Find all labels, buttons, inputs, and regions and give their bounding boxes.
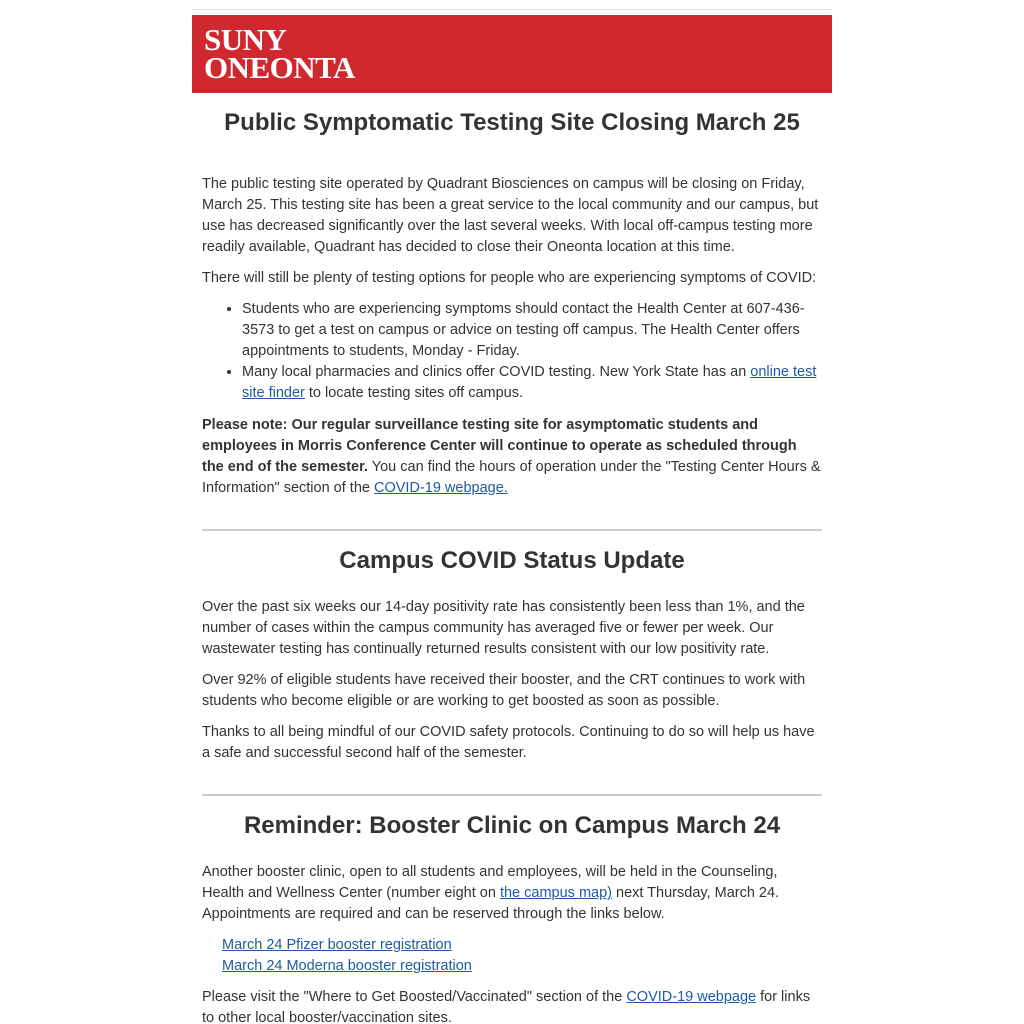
section-divider — [202, 794, 822, 796]
campus-map-link[interactable]: the campus map) — [499, 885, 612, 901]
suny-oneonta-logo[interactable] — [204, 22, 355, 85]
covid-status-paragraph-1: Over the past six weeks our 14-day positivity rate has consistently been less than 1%, and the number of cases within the campus community has averaged five or fewer per week. Our wastewater testing has continually returned results consistent with our low positivity rate. — [202, 599, 805, 657]
bullet-text-after: to locate testing sites off campus. — [304, 385, 524, 401]
please-note-bold: Please note: Our regular surveillance testing site for asymptomatic students and employees in Morris Conference Center will continue to operate as scheduled through the end of the semester. — [202, 417, 797, 475]
testing-site-paragraph-2: There will still be plenty of testing options for people who are experiencing symptoms of COVID: — [202, 270, 817, 286]
covid-webpage-link-2[interactable]: COVID-19 webpage — [626, 989, 757, 1005]
bullet-text: Students who are experiencing symptoms should contact the Health Center at 607-436-3573 to get a test on campus or advice on testing off campus. The Health Center offers appointments to students, Monday - Friday. — [242, 301, 805, 359]
pfizer-registration-link[interactable]: March 24 Pfizer booster registration — [222, 937, 452, 953]
section-title-booster-clinic: Reminder: Booster Clinic on Campus March 24 — [243, 812, 781, 839]
please-note-text: You can find the hours of operation under the "Testing Center Hours & Information" section of the — [202, 459, 821, 496]
covid-status-paragraph-3: Thanks to all being mindful of our COVID safety protocols. Continuing to do so will help us have a safe and successful second half of the semester. — [202, 724, 815, 761]
booster-visit-text-after: for links to other local booster/vaccination sites. — [202, 989, 811, 1024]
logo-line-2: ONEONTA — [204, 50, 355, 85]
moderna-registration-link[interactable]: March 24 Moderna booster registration — [222, 958, 472, 974]
header-banner — [192, 15, 832, 93]
covid-webpage-link[interactable]: COVID-19 webpage. — [374, 480, 508, 496]
top-rule — [192, 9, 832, 10]
list-item — [242, 362, 822, 404]
booster-paragraph-1 — [202, 862, 822, 925]
online-test-site-finder-link[interactable]: online test site finder — [242, 364, 817, 401]
please-note-paragraph — [202, 415, 822, 499]
list-item — [242, 299, 822, 362]
booster-text-after: next Thursday, March 24. Appointments are required and can be reserved through the links below. — [202, 885, 780, 922]
section-divider — [202, 529, 822, 531]
testing-options-list — [202, 299, 822, 404]
booster-text-before: Another booster clinic, open to all students and employees, will be held in the Counseling, Health and Wellness Center (number eight on — [202, 864, 778, 901]
logo-line-1: SUNY — [204, 22, 287, 57]
covid-status-paragraph-2: Over 92% of eligible students have received their booster, and the CRT continues to work with students who become eligible or are working to get boosted as soon as possible. — [202, 672, 806, 709]
section-title-covid-status: Campus COVID Status Update — [339, 547, 685, 574]
booster-paragraph-2 — [202, 987, 822, 1024]
booster-visit-text: Please visit the "Where to Get Boosted/Vaccinated" section of the — [202, 989, 627, 1005]
bullet-text-before: Many local pharmacies and clinics offer COVID testing. New York State has an — [242, 364, 751, 380]
testing-site-paragraph-1: The public testing site operated by Quadrant Biosciences on campus will be closing on Friday, March 25. This testing site has been a great service to the local community and our campus, but use has decreased significantly over the last several weeks. With local off-campus testing more readily available, Quadrant has decided to close their Oneonta location at this time. — [202, 176, 819, 255]
booster-registration-links — [202, 935, 822, 977]
section-title-testing-site: Public Symptomatic Testing Site Closing March 25 — [224, 109, 800, 136]
newsletter-content — [202, 93, 822, 1024]
